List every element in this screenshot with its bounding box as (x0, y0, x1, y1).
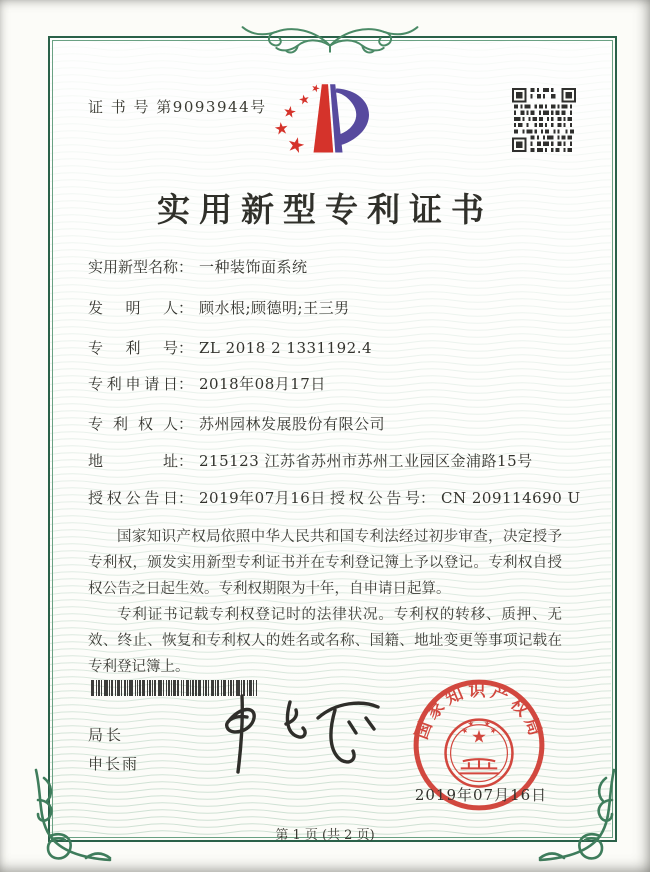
field-label: 地址 (88, 452, 178, 470)
field-row-grant (88, 487, 581, 508)
field-label: 专利权人 (88, 415, 178, 433)
field-colon: ： (178, 258, 194, 276)
director-name: 申长雨 (88, 755, 140, 773)
field-label: 授权公告日 (88, 489, 178, 507)
field-row-address (88, 450, 533, 471)
legal-body-text (88, 524, 562, 680)
field-value: 苏州园林发展股份有限公司 (199, 415, 386, 433)
field-value: CN 209114690 U (441, 489, 581, 507)
field-row-name (88, 256, 308, 277)
certificate-number: 证 书 号 第9093944号 (88, 98, 267, 116)
field-row-filing-date (88, 373, 326, 394)
field-value: 顾水根;顾德明;王三男 (199, 299, 350, 317)
qr-code (510, 86, 578, 154)
national-emblem-icon (446, 720, 513, 787)
legal-paragraph-2: 专利证书记载专利权登记时的法律状况。专利权的转移、质押、无效、终止、恢复和专利权人的姓名或名称、国籍、地址变更等事项记载在专利登记簿上。 (88, 607, 562, 675)
cnipa-logo (268, 78, 386, 166)
legal-paragraph-1: 国家知识产权局依照中华人民共和国专利法经过初步审查，决定授予专利权，颁发实用新型专利证书并在专利登记簿上予以登记。专利权自授权公告之日起生效。专利权期限为十年，自申请日起算。 (88, 529, 562, 597)
field-row-patent-number (88, 337, 372, 358)
field-label: 授权公告号 (330, 489, 420, 507)
field-value: ZL 2018 2 1331192.4 (199, 339, 373, 357)
field-colon: ： (178, 339, 194, 357)
field-label: 实用新型名称 (88, 258, 179, 276)
director-title: 局长 (88, 726, 125, 744)
field-row-patentee (88, 413, 385, 434)
field-value: 2019年07月16日 (199, 489, 326, 507)
field-colon: ： (178, 489, 194, 507)
field-colon: ： (178, 299, 194, 317)
field-row-inventor (88, 297, 350, 318)
page-number: 第 1 页 (共 2 页) (275, 828, 375, 843)
field-value: 215123 江苏省苏州市苏州工业园区金浦路15号 (199, 452, 533, 470)
field-pair-grant-number (330, 487, 581, 508)
field-label: 专利号 (88, 339, 178, 357)
field-value: 一种装饰面系统 (199, 258, 308, 276)
certificate-title: 实用新型专利证书 (157, 190, 493, 229)
field-label: 专利申请日 (88, 375, 178, 393)
field-value: 2018年08月17日 (199, 375, 326, 393)
seal-text: 国家知识产权局 (411, 681, 547, 743)
field-colon: ： (420, 489, 436, 507)
director-signature (198, 690, 393, 780)
field-colon: ： (178, 375, 194, 393)
field-label: 发明人 (88, 299, 178, 317)
field-colon: ： (178, 415, 194, 433)
field-colon: ： (178, 452, 194, 470)
seal-date: 2019年07月16日 (414, 786, 548, 804)
